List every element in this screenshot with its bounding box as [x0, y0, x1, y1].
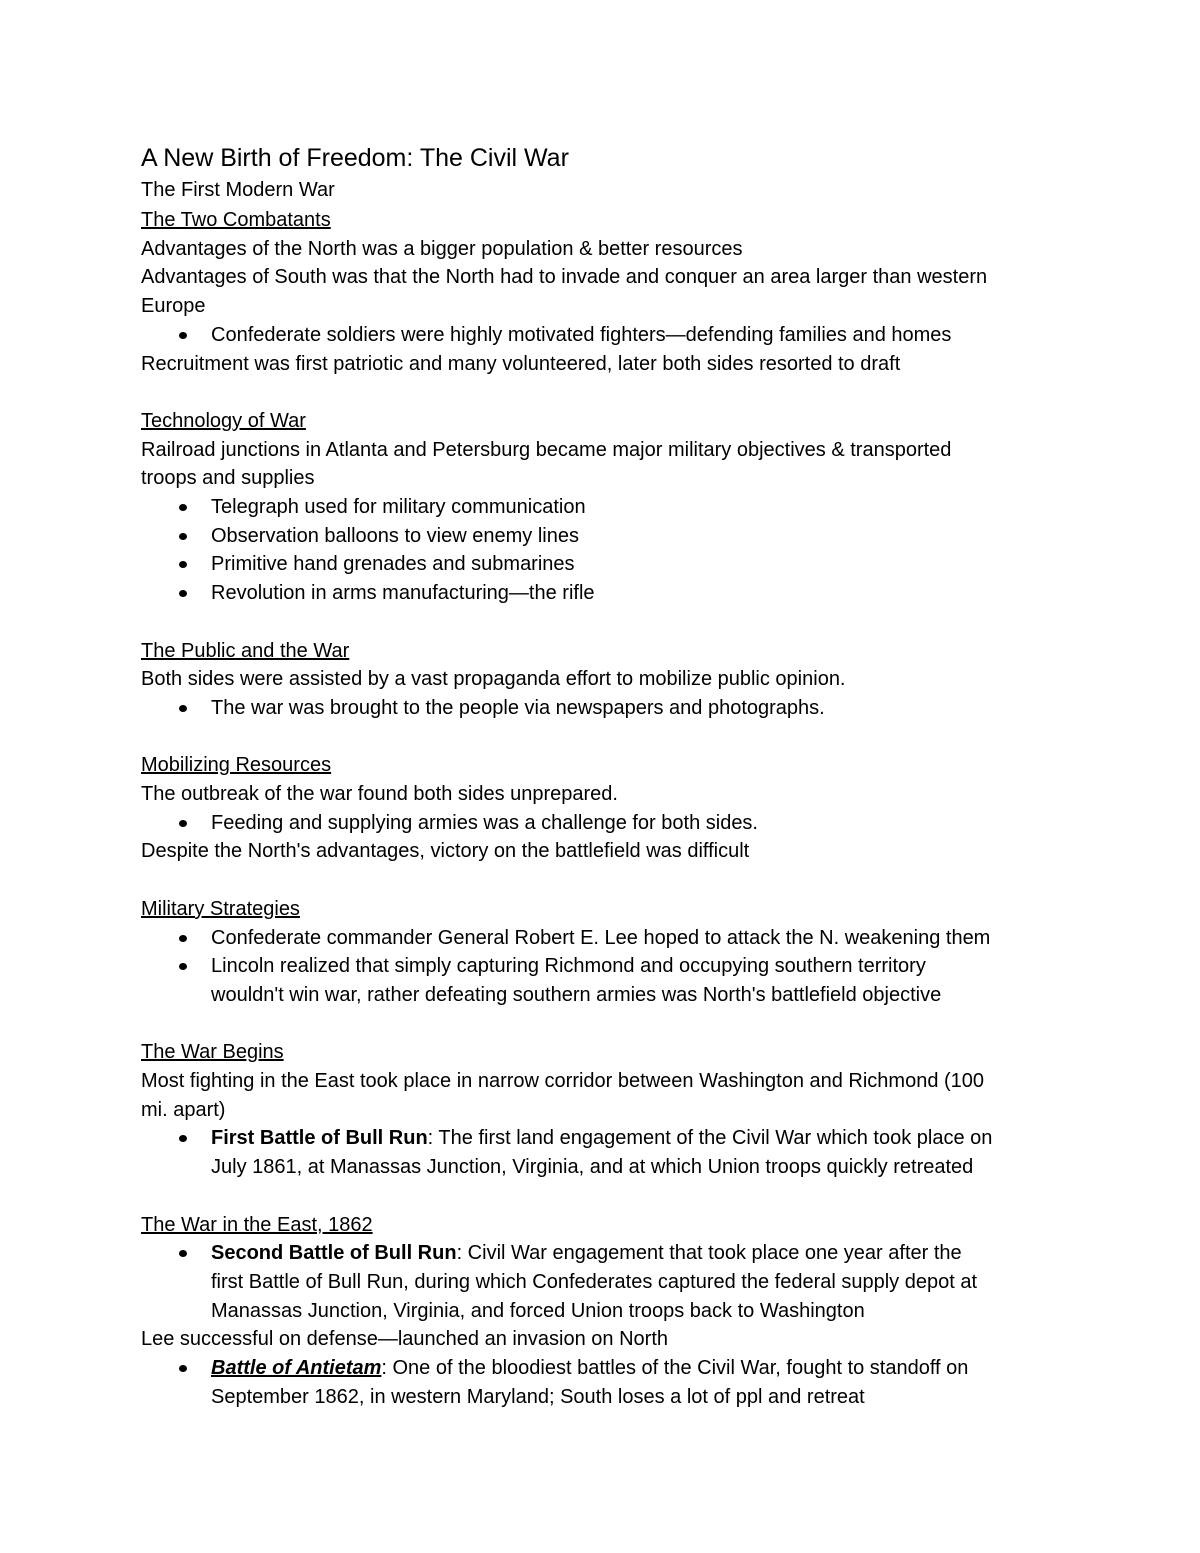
spacer — [141, 1010, 1071, 1039]
bullet-list — [141, 1239, 1071, 1325]
bullet-list — [141, 493, 1071, 608]
spacer — [141, 378, 1071, 407]
paragraph: Railroad junctions in Atlanta and Petersburg became major military objectives & transported — [141, 438, 952, 461]
document-page — [141, 142, 1071, 1411]
spacer — [141, 608, 1071, 637]
spacer — [141, 723, 1071, 752]
key-term: Second Battle of Bull Run — [211, 1242, 457, 1265]
bullet-icon — [179, 590, 187, 597]
bullet-icon — [179, 504, 187, 511]
key-term: Battle of Antietam — [211, 1357, 382, 1380]
paragraph: Despite the North's advantages, victory on the battlefield was difficult — [141, 840, 750, 863]
section-heading-strategies: Military Strategies — [141, 897, 300, 920]
page-title: A New Birth of Freedom: The Civil War — [141, 144, 569, 172]
list-item: Feeding and supplying armies was a challenge for both sides. — [141, 809, 1071, 838]
paragraph: mi. apart) — [141, 1098, 226, 1121]
bullet-icon — [179, 332, 187, 339]
paragraph: The outbreak of the war found both sides unprepared. — [141, 783, 618, 806]
bullet-list — [141, 924, 1071, 1010]
bullet-list — [141, 1124, 1071, 1181]
paragraph: Most fighting in the East took place in narrow corridor between Washington and Richmond (100 — [141, 1070, 985, 1093]
list-item: The war was brought to the people via newspapers and photographs. — [141, 694, 1071, 723]
bullet-icon — [179, 1365, 187, 1372]
section-heading-public: The Public and the War — [141, 639, 350, 662]
bullet-list — [141, 1354, 1071, 1411]
list-item: Telegraph used for military communication — [141, 493, 1071, 522]
spacer — [141, 866, 1071, 895]
paragraph: Advantages of the North was a bigger population & better resources — [141, 237, 743, 260]
bullet-list — [141, 321, 1071, 350]
bullet-list — [141, 694, 1071, 723]
key-term: First Battle of Bull Run — [211, 1127, 428, 1150]
paragraph: Both sides were assisted by a vast propaganda effort to mobilize public opinion. — [141, 668, 846, 691]
bullet-icon — [179, 533, 187, 540]
bullet-icon — [179, 935, 187, 942]
list-item: Confederate soldiers were highly motivated fighters—defending families and homes — [141, 321, 1071, 350]
paragraph: Lee successful on defense—launched an invasion on North — [141, 1328, 669, 1351]
section-heading-resources: Mobilizing Resources — [141, 754, 332, 777]
list-item: Confederate commander General Robert E. Lee hoped to attack the N. weakening them — [141, 924, 1071, 953]
section-heading-combatants: The Two Combatants — [141, 209, 331, 231]
bullet-icon — [179, 963, 187, 970]
list-item: Lincoln realized that simply capturing Richmond and occupying southern territory wouldn't win war, rather defeating southern armies was North's battlefield objective — [141, 952, 1071, 1009]
spacer — [141, 1182, 1071, 1211]
bullet-icon — [179, 705, 187, 712]
list-item: Observation balloons to view enemy lines — [141, 522, 1071, 551]
list-item: Second Battle of Bull Run: Civil War engagement that took place one year after the first Battle of Bull Run, during which Confederates captured the federal supply depot at Manassas Junction, Virginia, and forced Union troops back to Washington — [141, 1239, 1071, 1325]
section-heading-technology: Technology of War — [141, 409, 306, 432]
bullet-icon — [179, 1250, 187, 1257]
section-heading-east-1862: The War in the East, 1862 — [141, 1213, 373, 1236]
bullet-icon — [179, 561, 187, 568]
paragraph: troops and supplies — [141, 467, 315, 490]
list-item: Primitive hand grenades and submarines — [141, 550, 1071, 579]
list-item: Revolution in arms manufacturing—the rifle — [141, 579, 1071, 608]
paragraph: Europe — [141, 295, 206, 318]
bullet-icon — [179, 820, 187, 827]
paragraph: Advantages of South was that the North had to invade and conquer an area larger than western — [141, 266, 988, 289]
section-heading-begins: The War Begins — [141, 1041, 284, 1064]
bullet-icon — [179, 1135, 187, 1142]
list-item: Battle of Antietam: One of the bloodiest battles of the Civil War, fought to standoff on September 1862, in western Maryland; South loses a lot of ppl and retreat — [141, 1354, 1071, 1411]
list-item: First Battle of Bull Run: The first land engagement of the Civil War which took place on July 1861, at Manassas Junction, Virginia, and at which Union troops quickly retreated — [141, 1124, 1071, 1181]
paragraph: Recruitment was first patriotic and many volunteered, later both sides resorted to draft — [141, 352, 901, 375]
bullet-list — [141, 809, 1071, 838]
page-subtitle: The First Modern War — [141, 179, 335, 201]
